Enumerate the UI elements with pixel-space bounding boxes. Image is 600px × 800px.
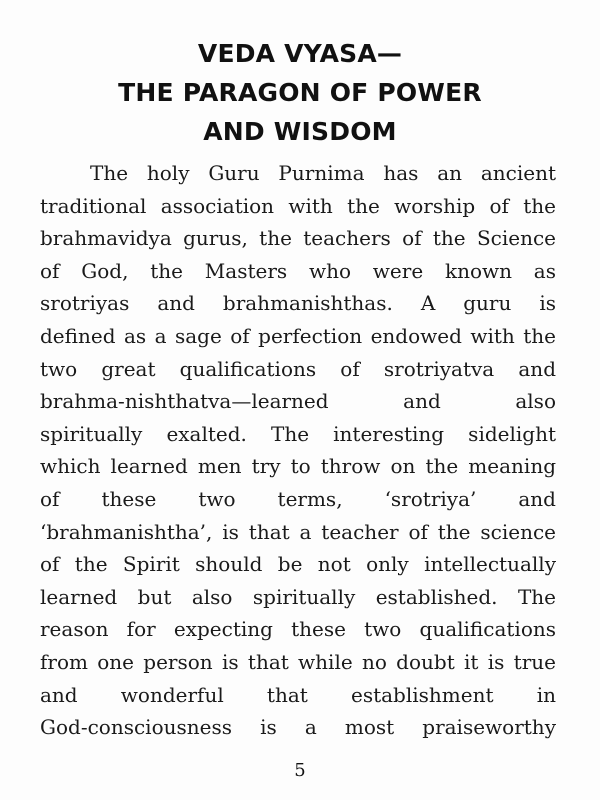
title-line: THE PARAGON OF POWER: [118, 78, 482, 107]
text-line: which learned men try to throw on the meaning: [40, 454, 556, 479]
text-line: traditional association with the worship of the: [40, 193, 556, 218]
text-line: from one person is that while no doubt it is true: [40, 649, 556, 674]
text-line: of the Spirit should be not only intellectually: [40, 552, 556, 577]
title-line: VEDA VYASA—: [197, 39, 403, 68]
text-line: brahmavidya gurus, the teachers of the Science: [40, 226, 556, 251]
text-line: reason for expecting these two qualifications: [40, 617, 556, 642]
text-line: and wonderful that establishment in: [40, 682, 556, 707]
chapter-title: [0, 34, 600, 151]
text-line: of these two terms, ‘srotriya’ and: [40, 486, 556, 511]
title-line: AND WISDOM: [203, 117, 397, 146]
text-line: learned but also spiritually established. The: [40, 584, 556, 609]
text-line: The holy Guru Purnima has an ancient: [90, 161, 556, 185]
text-line: of God, the Masters who were known as: [40, 258, 556, 283]
text-line: defined as a sage of perfection endowed with the: [40, 323, 556, 348]
text-line: God-consciousness is a most praiseworthy: [40, 715, 556, 740]
body-paragraph: [40, 157, 556, 744]
text-line: ‘brahmanishtha’, is that a teacher of the science: [40, 519, 556, 544]
text-line: brahma-nishthatva—learned and also: [40, 389, 556, 414]
page-number: 5: [294, 760, 306, 781]
text-line: spiritually exalted. The interesting sidelight: [40, 421, 556, 446]
text-line: two great qualifications of srotriyatva and: [40, 356, 556, 381]
text-line: srotriyas and brahmanishthas. A guru is: [40, 291, 556, 316]
